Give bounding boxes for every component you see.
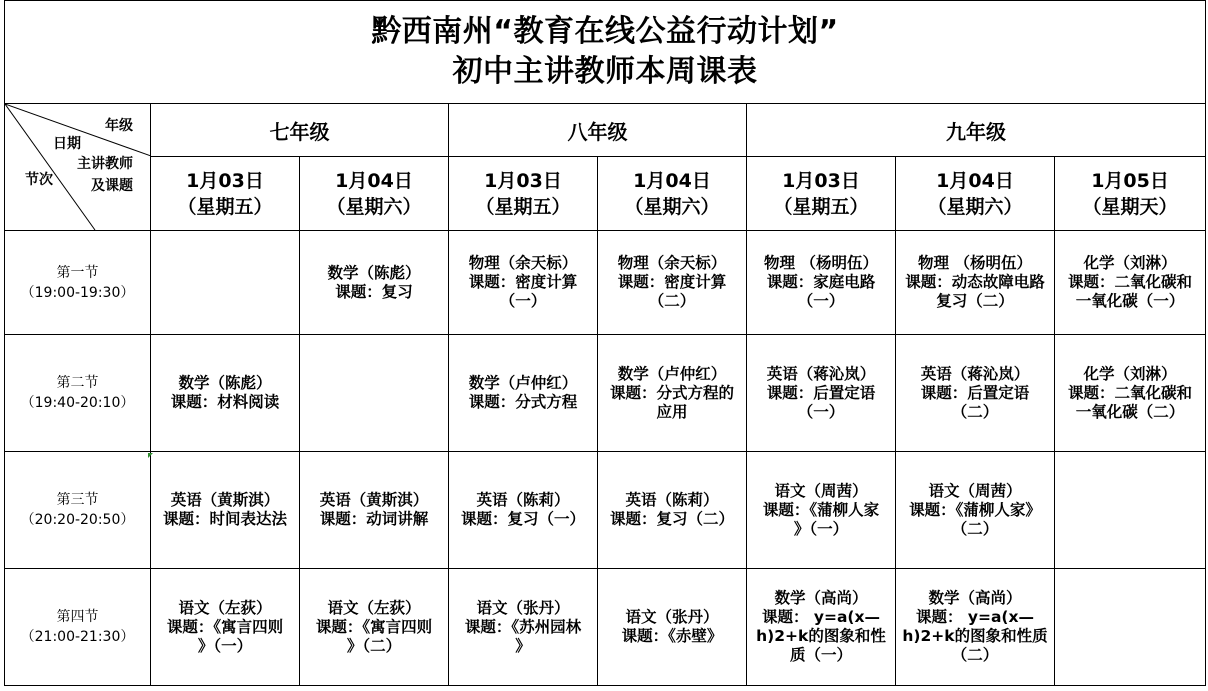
date-header-5: [896, 157, 1055, 231]
course-line: 物理（余天标）: [617, 254, 727, 272]
course-line: 一氧化碳（一）: [1075, 292, 1185, 310]
period-row: [5, 231, 1206, 335]
course-cell: [449, 335, 598, 452]
course-line: （二）: [951, 646, 999, 664]
course-line: 课题：《寓言四则: [315, 617, 433, 636]
period-label-cell: [5, 335, 151, 452]
weekday-text: （星期六）: [624, 195, 720, 218]
course-cell: [598, 569, 747, 686]
course-line: 课题：二氧化碳和: [1068, 383, 1193, 402]
period-time: （20:20-20:50）: [20, 512, 135, 528]
course-line: 课题：密度计算: [617, 273, 727, 291]
course-line: 语文（左荻）: [327, 598, 421, 617]
course-cell: [449, 231, 598, 335]
date-header-4: [747, 157, 896, 231]
course-line: h)2+k的图象和性: [756, 627, 886, 645]
course-cell: [300, 569, 449, 686]
period-label-cell: [5, 569, 151, 686]
title-line-2: 初中主讲教师本周课表: [452, 54, 758, 89]
course-line: 数学（高尚）: [774, 589, 868, 607]
course-line: 英语（蒋沁岚）: [920, 364, 1030, 383]
corner-teacher-label-1: 主讲教师: [77, 156, 133, 172]
weekday-text: （星期五）: [177, 195, 273, 218]
course-cell: [449, 452, 598, 569]
period-name: 第三节: [56, 492, 99, 508]
course-line: 课题：家庭电路: [766, 273, 876, 291]
course-cell: [1055, 231, 1206, 335]
course-line: 应用: [656, 402, 688, 421]
course-line: 课题：《蒲柳人家: [762, 500, 880, 519]
corner-date-label: 日期: [53, 136, 81, 152]
course-line: （一）: [499, 292, 547, 310]
course-cell: [896, 335, 1055, 452]
course-line: （二）: [951, 519, 999, 538]
course-line: 化学（刘淋）: [1083, 364, 1177, 383]
weekday-text: （星期天）: [1082, 195, 1178, 218]
title-line-1: 黔西南州“教育在线公益行动计划”: [371, 14, 839, 49]
grade-7-header: 七年级: [151, 104, 449, 157]
course-line: 课题：时间表达法: [162, 510, 287, 528]
course-line: 课题：二氧化碳和: [1068, 273, 1193, 291]
course-line: 课题：材料阅读: [170, 393, 280, 411]
course-line: 课题：《蒲柳人家》: [909, 500, 1041, 519]
course-line: 课题：动词讲解: [319, 510, 429, 528]
course-line: 语文（周茜）: [928, 481, 1022, 500]
course-line: 语文（张丹）: [476, 598, 570, 617]
date-text: 1月03日: [782, 169, 860, 192]
period-time: （21:00-21:30）: [20, 629, 135, 645]
course-cell: [598, 231, 747, 335]
course-line: （一）: [797, 402, 845, 421]
course-line: 课题：《寓言四则: [166, 617, 284, 636]
date-text: 1月05日: [1091, 169, 1169, 192]
date-text: 1月03日: [484, 169, 562, 192]
course-line: 课题： y=a(x—: [915, 608, 1035, 626]
course-line: 课题：密度计算: [468, 273, 578, 291]
course-cell: [747, 231, 896, 335]
title-cell: [5, 1, 1206, 104]
course-line: 一氧化碳（二）: [1075, 402, 1185, 421]
course-line: 质（一）: [789, 646, 852, 664]
corner-grade-label: 年级: [105, 118, 133, 134]
date-header-2: [449, 157, 598, 231]
course-cell: [300, 231, 449, 335]
corner-period-label: 节次: [25, 172, 53, 188]
course-line: 物理 （杨明伍）: [764, 254, 878, 272]
period-label-cell: [5, 452, 151, 569]
period-row: [5, 335, 1206, 452]
course-line: 课题：后置定语: [920, 383, 1030, 402]
empty-cell: [300, 335, 449, 452]
period-time: （19:40-20:10）: [20, 395, 135, 411]
corner-teacher-label-2: 及课题: [91, 178, 133, 194]
course-cell: [300, 452, 449, 569]
date-text: 1月03日: [186, 169, 264, 192]
course-line: 语文（左荻）: [178, 598, 272, 617]
course-line: h)2+k的图象和性质: [902, 627, 1048, 645]
course-line: （二）: [951, 402, 999, 421]
course-line: 》: [515, 636, 531, 655]
cell-corner-marker: [148, 453, 153, 458]
period-row: [5, 569, 1206, 686]
course-line: 》（二）: [346, 636, 402, 655]
course-cell: [151, 335, 300, 452]
empty-cell: [1055, 452, 1206, 569]
date-header-3: [598, 157, 747, 231]
course-cell: [598, 452, 747, 569]
course-line: 课题：复习（二）: [609, 510, 734, 528]
course-line: 语文（张丹）: [625, 608, 719, 626]
course-line: 数学（高尚）: [928, 589, 1022, 607]
empty-cell: [1055, 569, 1206, 686]
course-line: 英语（蒋沁岚）: [766, 364, 876, 383]
course-line: 物理（余天标）: [468, 254, 578, 272]
course-cell: [1055, 335, 1206, 452]
course-cell: [747, 569, 896, 686]
course-cell: [896, 231, 1055, 335]
course-cell: [747, 335, 896, 452]
course-cell: [151, 569, 300, 686]
course-line: 数学（陈彪）: [327, 263, 421, 282]
course-cell: [151, 452, 300, 569]
course-line: 英语（黄斯淇）: [170, 491, 280, 509]
course-line: （一）: [797, 292, 845, 310]
course-line: 课题：复习（一）: [460, 510, 585, 528]
course-line: 课题：《苏州园林: [464, 617, 582, 636]
period-label-cell: [5, 231, 151, 335]
course-line: 物理 （杨明伍）: [918, 254, 1032, 272]
course-line: 课题： y=a(x—: [761, 608, 881, 626]
course-line: 复习（二）: [936, 292, 1014, 310]
course-line: 》（一）: [793, 519, 849, 538]
course-line: 英语（陈莉）: [625, 491, 719, 509]
course-line: 数学（卢仲红）: [468, 374, 578, 392]
course-cell: [896, 569, 1055, 686]
course-line: 》（一）: [197, 636, 253, 655]
course-line: 化学（刘淋）: [1083, 254, 1177, 272]
course-line: 数学（卢仲红）: [617, 364, 727, 383]
grade-8-header: 八年级: [449, 104, 747, 157]
date-text: 1月04日: [936, 169, 1014, 192]
period-name: 第一节: [56, 264, 99, 281]
empty-cell: [151, 231, 300, 335]
schedule-table: [4, 0, 1206, 686]
course-cell: [896, 452, 1055, 569]
period-time: （19:00-19:30）: [20, 284, 135, 301]
course-cell: [747, 452, 896, 569]
course-cell: [449, 569, 598, 686]
course-line: （二）: [648, 292, 696, 310]
weekday-text: （星期六）: [326, 195, 422, 218]
course-line: 数学（陈彪）: [178, 374, 272, 392]
course-cell: [598, 335, 747, 452]
course-line: 英语（黄斯淇）: [319, 491, 429, 509]
course-line: 课题：动态故障电路: [905, 273, 1045, 291]
course-line: 课题：分式方程: [468, 393, 578, 411]
period-name: 第二节: [56, 375, 99, 391]
grade-9-header: 九年级: [747, 104, 1206, 157]
date-text: 1月04日: [335, 169, 413, 192]
weekday-text: （星期六）: [927, 195, 1023, 218]
weekday-text: （星期五）: [773, 195, 869, 218]
date-text: 1月04日: [633, 169, 711, 192]
date-header-6: [1055, 157, 1206, 231]
course-line: 课题：《赤壁》: [621, 627, 723, 645]
course-line: 课题：后置定语: [766, 383, 876, 402]
course-line: 课题：分式方程的: [609, 383, 734, 402]
period-row: [5, 452, 1206, 569]
weekday-text: （星期五）: [475, 195, 571, 218]
header-corner: [5, 104, 151, 231]
period-name: 第四节: [56, 609, 99, 625]
date-header-1: [300, 157, 449, 231]
course-line: 语文（周茜）: [774, 481, 868, 500]
course-line: 英语（陈莉）: [476, 491, 570, 509]
date-header-0: [151, 157, 300, 231]
course-line: 课题：复习: [335, 282, 413, 301]
